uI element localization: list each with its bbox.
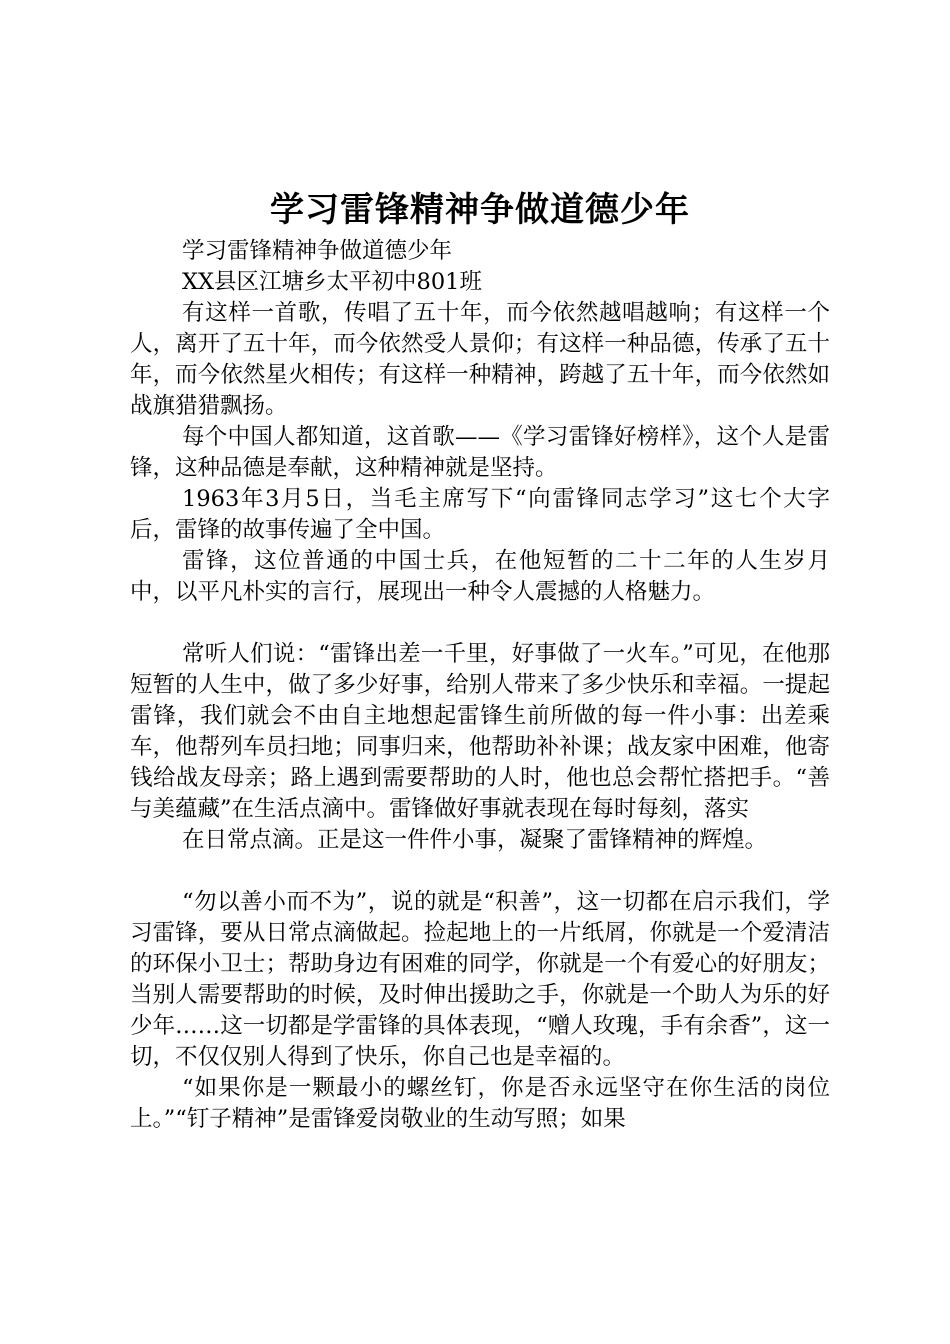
- paragraph: “勿以善小而不为”，说的就是“积善”，这一切都在启示我们，学习雷锋，要从日常点滴做起。捡起地上的一片纸屑，你就是一个爱清洁的环保小卫士；帮助身边有困难的同学，你就是一个有爱心的好朋友；当别人需要帮助的时候，及时伸出援助之手，你就是一个助人为乐的好少年……这一切都是学雷锋的具体表现，“赠人玫瑰，手有余香”，这一切，不仅仅别人得到了快乐，你自己也是幸福的。: [130, 889, 830, 1070]
- paragraph-subtitle: 学习雷锋精神争做道德少年: [182, 238, 453, 264]
- paragraph-author: XX县区江塘乡太平初中801班: [182, 269, 482, 295]
- paragraph: “如果你是一颗最小的螺丝钉，你是否永远坚守在你生活的岗位上。”“钉子精神”是雷锋爱岗敬业的生动写照；如果: [130, 1075, 830, 1132]
- paragraph: 每个中国人都知道，这首歌——《学习雷锋好榜样》，这个人是雷锋，这种品德是奉献，这种精神就是坚持。: [130, 424, 830, 481]
- document-body: [130, 236, 830, 1135]
- paragraph: 雷锋，这位普通的中国士兵，在他短暂的二十二年的人生岁月中，以平凡朴实的言行，展现出一种令人震撼的人格魅力。: [130, 548, 830, 605]
- paragraph: 有这样一首歌，传唱了五十年，而今依然越唱越响；有这样一个人，离开了五十年，而今依然受人景仰；有这样一种品德，传承了五十年，而今依然星火相传；有这样一种精神，跨越了五十年，而今依然如战旗猎猎飘扬。: [130, 300, 830, 419]
- paragraph: 在日常点滴。正是这一件件小事，凝聚了雷锋精神的辉煌。: [182, 827, 768, 853]
- document-title: 学习雷锋精神争做道德少年: [270, 190, 690, 230]
- document-page: [130, 188, 830, 1135]
- paragraph: 1963年3月5日，当毛主席写下“向雷锋同志学习”这七个大字后，雷锋的故事传遍了全中国。: [130, 486, 830, 543]
- paragraph: 常听人们说：“雷锋出差一千里，好事做了一火车。”可见，在他那短暂的人生中，做了多少好事，给别人带来了多少快乐和幸福。一提起雷锋，我们就会不由自主地想起雷锋生前所做的每一件小事：出差乘车，他帮列车员扫地；同事归来，他帮助补补课；战友家中困难，他寄钱给战友母亲；路上遇到需要帮助的人时，他也总会帮忙搭把手。“善与美蕴藏”在生活点滴中。雷锋做好事就表现在每时每刻，落实: [130, 641, 830, 822]
